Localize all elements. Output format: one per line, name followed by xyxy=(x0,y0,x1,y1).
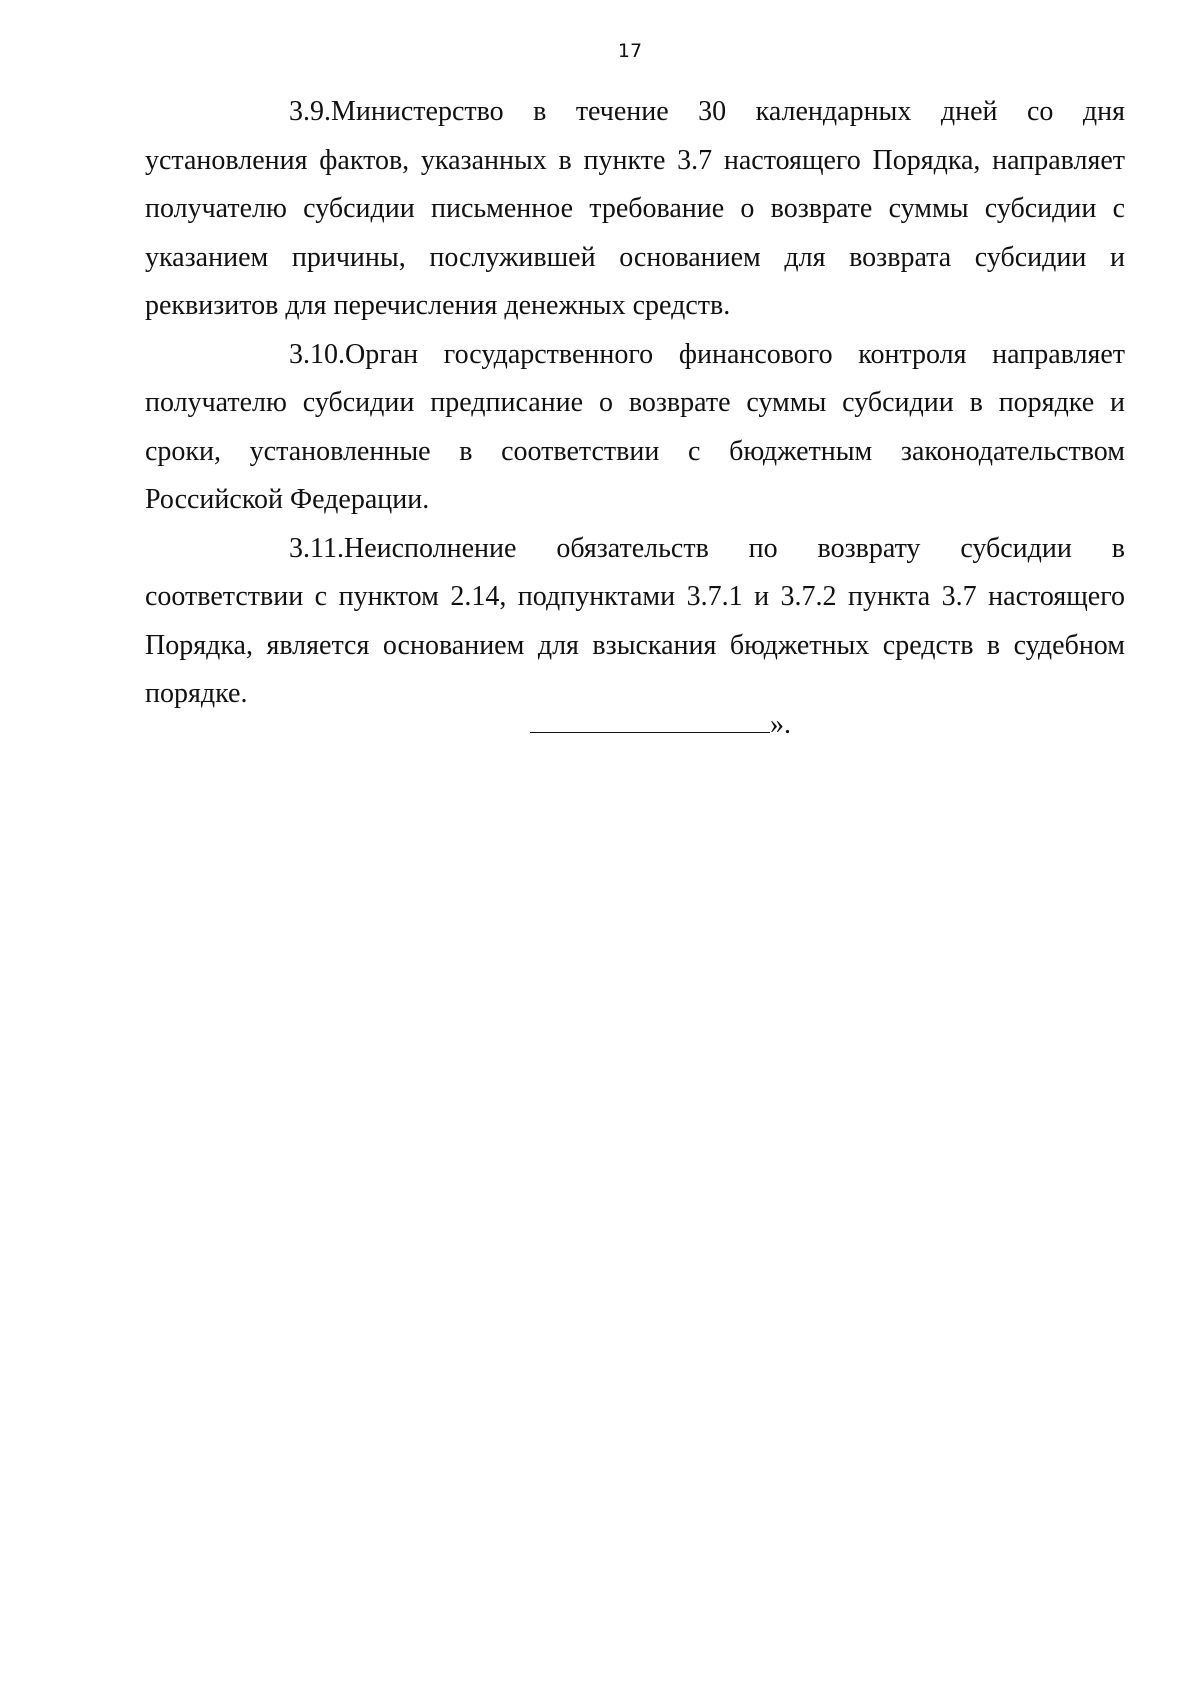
paragraph-text: Орган государственного финансового контроля направляет получателю субсидии предписание о возврате суммы субсидии в порядке и сроки, установленные в соответствии с бюджетным законодательством Российской Федерации. xyxy=(145,338,1125,515)
closing-quote: ». xyxy=(770,709,791,740)
closing-underline xyxy=(530,706,770,733)
document-body xyxy=(145,88,1125,719)
paragraph-3-10 xyxy=(145,331,1125,525)
closing-line xyxy=(530,706,791,741)
paragraph-number: 3.9. xyxy=(289,96,331,127)
paragraph-number: 3.11. xyxy=(289,532,344,564)
paragraph-text: Неисполнение обязательств по возврату субсидии в соответствии с пунктом 2.14, подпунктами 3.7.1 и 3.7.2 пункта 3.7 настоящего Порядка, является основанием для взыскания бюджетных средств в судебном порядке. xyxy=(145,532,1125,709)
paragraph-text: Министерство в течение 30 календарных дней со дня установления фактов, указанных в пункте 3.7 настоящего Порядка, направляет получателю субсидии письменное требование о возврате суммы субсидии с указанием причины, послужившей основанием для возврата субсидии и реквизитов для перечисления денежных средств. xyxy=(145,96,1125,321)
paragraph-3-9 xyxy=(145,88,1125,331)
paragraph-number: 3.10. xyxy=(289,338,345,370)
page-number: 17 xyxy=(617,40,643,62)
paragraph-3-11 xyxy=(145,525,1125,719)
